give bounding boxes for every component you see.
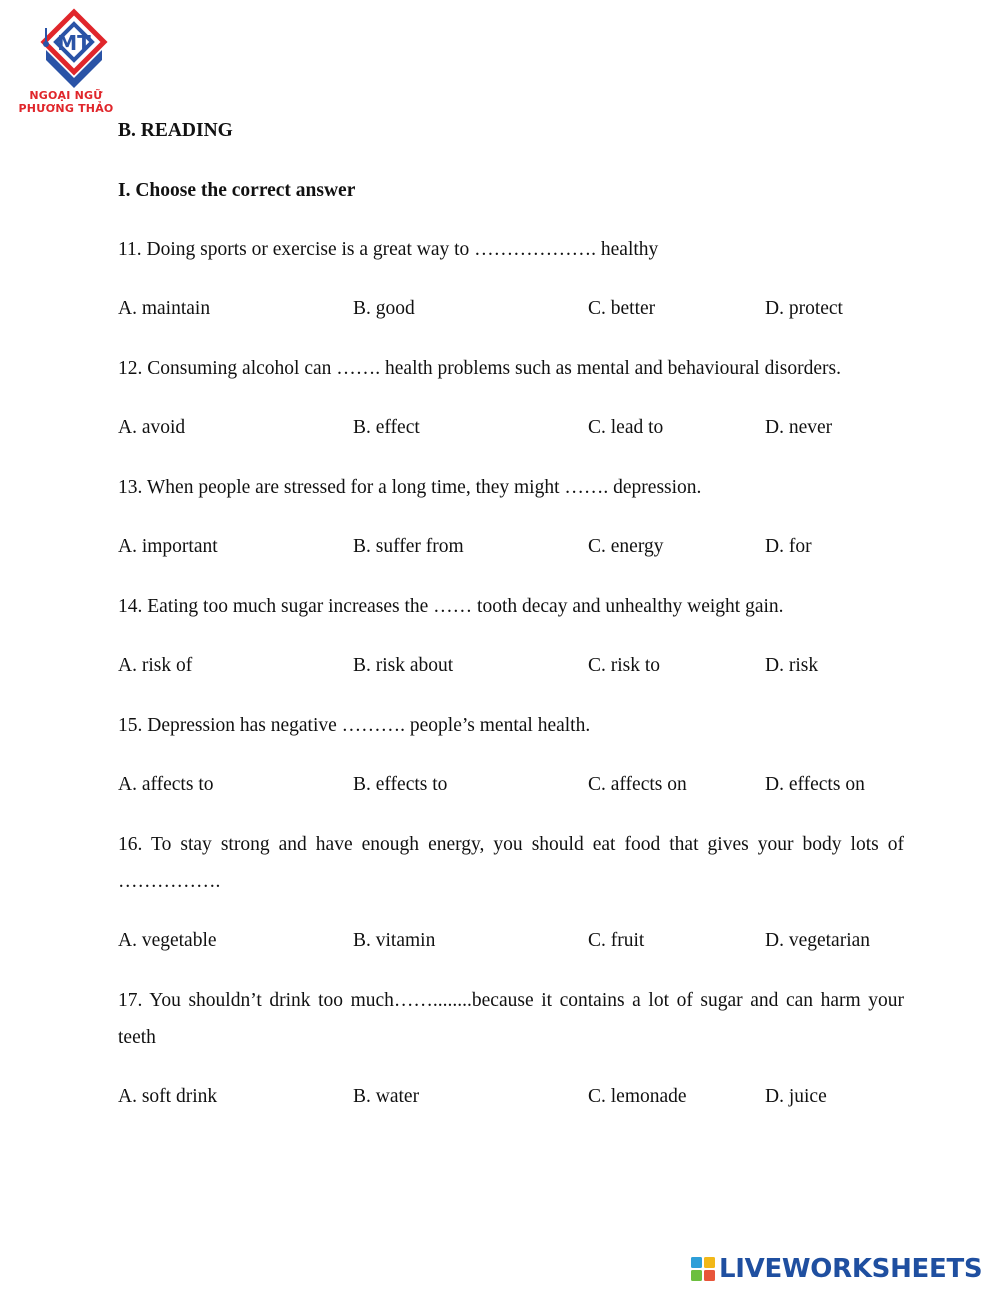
option-a[interactable]: A. avoid [118,417,186,438]
option-d[interactable]: D. risk [765,655,819,676]
option-b[interactable]: B. effect [353,417,420,438]
option-c[interactable]: C. risk to [588,655,661,676]
option-c[interactable]: C. fruit [588,930,645,951]
option-a[interactable]: A. risk of [118,655,193,676]
logo-line-2: PHƯƠNG THẢO [18,102,114,115]
option-b[interactable]: B. risk about [353,655,454,676]
question-text: 16. To stay strong and have enough energy, you should eat food that gives your body lots of ……………. [118,834,904,892]
liveworksheets-blocks-icon [691,1257,715,1281]
question-text: 14. Eating too much sugar increases the …… tooth decay and unhealthy weight gain. [118,596,784,617]
option-a[interactable]: A. vegetable [118,930,217,951]
question-text: 12. Consuming alcohol can ……. health problems such as mental and behavioural disorders. [118,358,841,379]
option-d[interactable]: D. protect [765,298,843,319]
option-c[interactable]: C. energy [588,536,664,557]
option-a[interactable]: A. affects to [118,774,214,795]
option-a[interactable]: A. soft drink [118,1086,218,1107]
option-b[interactable]: B. vitamin [353,930,436,951]
option-b[interactable]: B. suffer from [353,536,464,557]
option-c[interactable]: C. better [588,298,656,319]
option-b[interactable]: B. effects to [353,774,448,795]
option-a[interactable]: A. maintain [118,298,211,319]
option-d[interactable]: D. never [765,417,833,438]
option-d[interactable]: D. for [765,536,812,557]
option-d[interactable]: D. vegetarian [765,930,871,951]
question-text: 15. Depression has negative ………. people’s mental health. [118,715,591,736]
option-b[interactable]: B. water [353,1086,420,1107]
option-c[interactable]: C. lemonade [588,1086,687,1107]
question-text: 13. When people are stressed for a long time, they might ……. depression. [118,477,702,498]
option-c[interactable]: C. affects on [588,774,687,795]
liveworksheets-label: LIVEWORKSHEETS [719,1254,983,1284]
brand-logo [14,8,118,118]
logo-line-1: NGOẠI NGỮ [29,89,103,102]
liveworksheets-watermark [691,1253,991,1285]
section-title: B. READING [118,120,233,141]
graduation-cap-logo-icon [34,8,114,90]
option-c[interactable]: C. lead to [588,417,664,438]
question-text: 11. Doing sports or exercise is a great way to ………………. healthy [118,239,659,260]
option-a[interactable]: A. important [118,536,218,557]
option-d[interactable]: D. effects on [765,774,865,795]
question-text: 17. You shouldn’t drink too much……........because it contains a lot of sugar and can harm your teeth [118,990,904,1048]
svg-text:MT: MT [57,31,91,55]
part-title: I. Choose the correct answer [118,180,356,201]
option-d[interactable]: D. juice [765,1086,827,1107]
option-b[interactable]: B. good [353,298,415,319]
